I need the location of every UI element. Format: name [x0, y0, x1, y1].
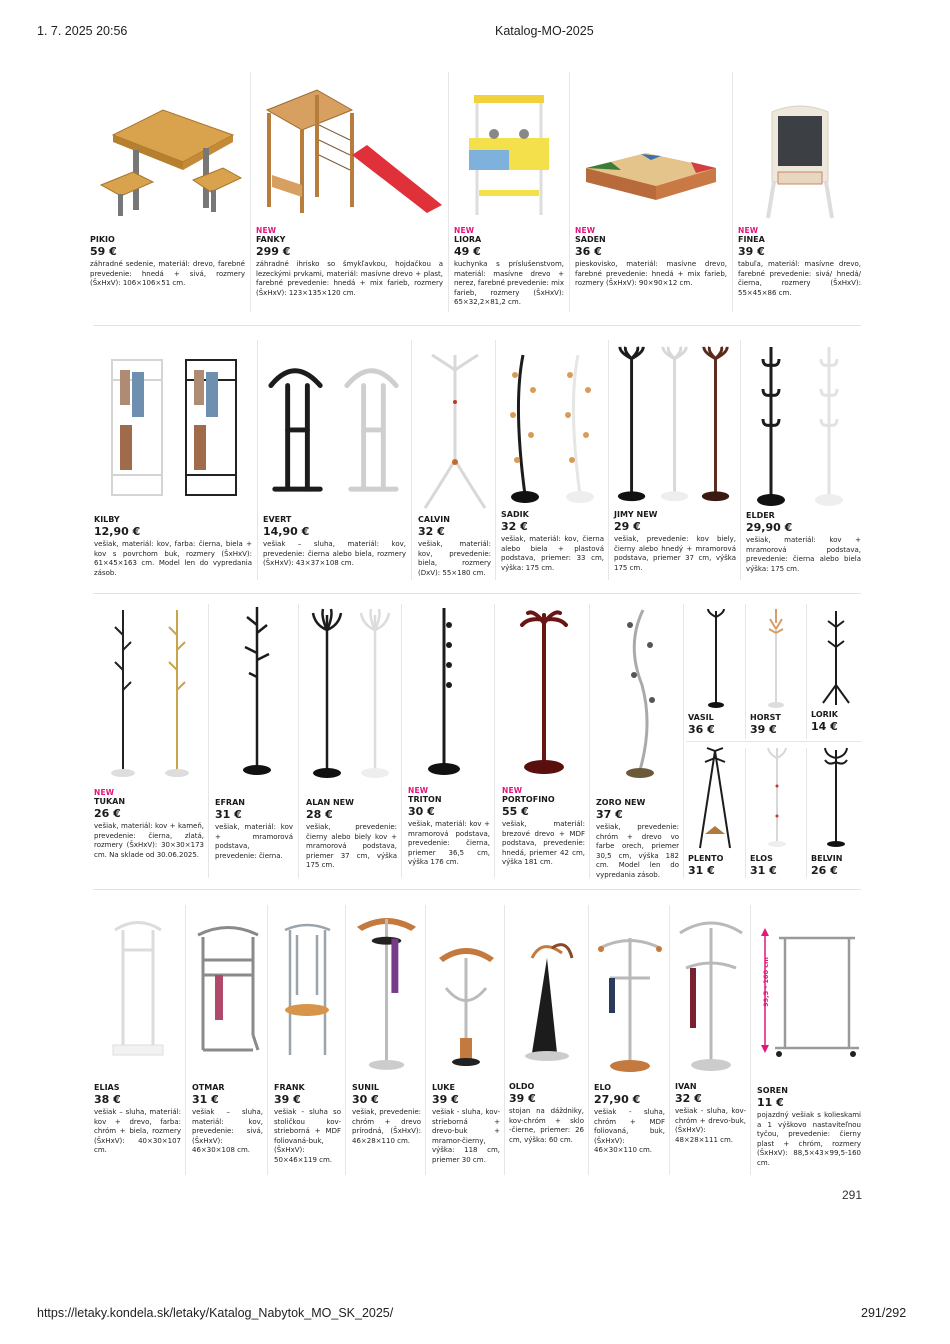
- product-description: vešiak, prevedenie: chróm + drevo prírodná, (ŠxHxV): 46×28×110 cm.: [352, 1108, 421, 1145]
- product-description: vešiak, materiál: kov + kameň, prevedenie: čierna, zlatá, rozmery (ŠxHxV): 30×30×173 cm. Na sklade od 30.06.2025.: [94, 822, 204, 859]
- column-divider: [267, 905, 268, 1175]
- product-image: [432, 908, 500, 1068]
- footer-url[interactable]: https://letaky.kondela.sk/letaky/Katalog_Nabytok_MO_SK_2025/: [37, 1306, 394, 1320]
- row-divider: [93, 593, 861, 594]
- product-price: 14,90 €: [263, 525, 310, 538]
- product-name: EFRAN: [215, 798, 245, 807]
- product-card[interactable]: [675, 908, 746, 1173]
- product-name: ELOS: [750, 854, 773, 863]
- product-price: 26 €: [94, 807, 121, 820]
- product-image: [408, 605, 490, 777]
- product-name: FANKY: [256, 235, 286, 244]
- product-card[interactable]: [306, 605, 397, 885]
- product-price: 39 €: [750, 723, 777, 736]
- product-description: záhradné ihrisko so šmykľavkou, hojdačkou a lezeckými prvkami, materiál: masívne drevo + plast, farebné prevedenie: hnedá + mix farieb, rozmery (ŠxHxV): 123×135×120 cm.: [256, 260, 443, 297]
- product-name: LUKE: [432, 1083, 455, 1092]
- product-price: 32 €: [418, 525, 445, 538]
- product-name: LORIK: [811, 710, 838, 719]
- column-divider: [298, 604, 299, 878]
- product-name: JIMY NEW: [614, 510, 658, 519]
- product-card[interactable]: [757, 908, 861, 1173]
- product-card[interactable]: [352, 908, 421, 1173]
- product-card[interactable]: [274, 908, 341, 1173]
- product-name: EVERT: [263, 515, 292, 524]
- product-price: 29 €: [614, 520, 641, 533]
- product-description: vešiak - sluha, kov-chróm + drevo-buk, (ŠxHxV): 48×28×111 cm.: [675, 1107, 746, 1144]
- product-image: [274, 908, 341, 1060]
- column-divider: [740, 340, 741, 580]
- product-description: vešiak – sluha, materiál: kov, prevedenie: sivá, (ŠxHxV): 46×30×108 cm.: [192, 1108, 263, 1155]
- product-price: 38 €: [94, 1093, 121, 1106]
- product-name: TUKAN: [94, 797, 126, 806]
- product-description: stojan na dáždniky, kov-chróm + sklo -čierne, priemer: 26 cm, výška: 60 cm.: [509, 1107, 584, 1144]
- new-badge: NEW: [502, 786, 523, 795]
- product-price: 14 €: [811, 720, 838, 733]
- product-name: PLENTO: [688, 854, 724, 863]
- product-name: KILBY: [94, 515, 120, 524]
- column-divider: [569, 72, 570, 312]
- product-image: [675, 908, 746, 1073]
- product-card[interactable]: [256, 80, 443, 310]
- column-divider: [504, 905, 505, 1175]
- product-image: [94, 605, 204, 780]
- product-description: kuchynka s príslušenstvom, materiál: masívne drevo + nerez, farebné prevedenie: mix farieb, rozmery (ŠxHxV): 65×32,2×81,2 cm.: [454, 260, 564, 307]
- product-price: 31 €: [688, 864, 715, 877]
- product-description: vešiak, prevedenie: čierny alebo biely kov + mramorová podstava, priemer 37 cm, výška 175 cm.: [306, 823, 397, 870]
- product-image: [757, 908, 861, 1068]
- product-name: SADIK: [501, 510, 529, 519]
- column-divider: [745, 604, 746, 739]
- product-image: [688, 607, 742, 710]
- product-price: 39 €: [432, 1093, 459, 1106]
- product-image: [502, 605, 585, 777]
- product-description: záhradné sedenie, materiál: drevo, farebné prevedenie: hnedá + sivá, rozmery (ŠxHxV): 106×106×51 cm.: [90, 260, 245, 288]
- product-image: [306, 605, 397, 780]
- new-badge: NEW: [575, 226, 596, 235]
- product-card[interactable]: [688, 746, 742, 878]
- column-divider: [683, 604, 684, 878]
- product-card[interactable]: [94, 345, 252, 575]
- product-price: 32 €: [501, 520, 528, 533]
- column-divider: [208, 604, 209, 878]
- column-divider: [732, 72, 733, 312]
- product-price: 36 €: [688, 723, 715, 736]
- footer-pages: 291/292: [861, 1306, 907, 1320]
- product-description: vešiak, prevedenie: chróm + drevo vo farbe orech, priemer 30,5 cm, výška 182 cm. Model len do vypredania zásob.: [596, 823, 679, 879]
- column-divider: [745, 748, 746, 878]
- product-name: FINEA: [738, 235, 765, 244]
- document-title: Katalog-MO-2025: [495, 24, 594, 38]
- product-card[interactable]: [501, 345, 604, 575]
- height-range-label: 99,5 - 160 cm: [761, 957, 770, 1007]
- product-price: 30 €: [352, 1093, 379, 1106]
- product-card[interactable]: [192, 908, 263, 1173]
- product-price: 31 €: [750, 864, 777, 877]
- product-name: PIKIO: [90, 235, 115, 244]
- column-divider: [401, 604, 402, 878]
- column-divider: [345, 905, 346, 1175]
- product-image: [418, 345, 491, 510]
- column-divider: [589, 604, 590, 878]
- product-card[interactable]: [575, 80, 727, 310]
- product-image: [738, 80, 861, 220]
- product-price: 26 €: [811, 864, 838, 877]
- product-price: 28 €: [306, 808, 333, 821]
- product-description: vešiak - sluha, chróm + MDF foliovaná, buk, (ŠxHxV): 46×30×110 cm.: [594, 1108, 665, 1155]
- product-description: vešiak – sluha, materiál: kov + drevo, farba: chróm + biela, rozmery (ŠxHxV): 40×30×107 cm.: [94, 1108, 181, 1155]
- column-divider: [608, 340, 609, 580]
- product-price: 37 €: [596, 808, 623, 821]
- product-name: PORTOFINO: [502, 795, 555, 804]
- product-description: vešiak, materiál: kov + mramorová podstava, prevedenie: čierna.: [215, 823, 293, 860]
- product-image: [596, 605, 679, 780]
- product-name: VASIL: [688, 713, 714, 722]
- product-name: LIORA: [454, 235, 482, 244]
- product-price: 39 €: [738, 245, 765, 258]
- product-card[interactable]: [746, 345, 861, 575]
- new-badge: NEW: [408, 786, 429, 795]
- product-description: vešiak, materiál: kov, prevedenie: biela, rozmery (DxV): 55×180 cm.: [418, 540, 491, 577]
- product-price: 32 €: [675, 1092, 702, 1105]
- product-description: vešiak – sluha, materiál: kov, prevedenie: čierna alebo biela, rozmery (ŠxHxV): 43×37×108 cm.: [263, 540, 406, 568]
- product-description: vešiak - sluha, kov-strieborná + drevo-buk + mramor-čierny, výška: 118 cm, priemer 30 cm.: [432, 1108, 500, 1164]
- product-description: vešiak, materiál: kov + mramorová podstava, prevedenie: čierna alebo biela výška: 175 cm.: [746, 536, 861, 573]
- product-image: [256, 80, 443, 215]
- product-card[interactable]: [750, 607, 804, 739]
- product-name: BELVIN: [811, 854, 843, 863]
- product-image: [811, 746, 861, 851]
- product-image: [509, 908, 584, 1068]
- product-image: [192, 908, 263, 1060]
- column-divider: [448, 72, 449, 312]
- column-divider: [411, 340, 412, 580]
- product-card[interactable]: [90, 80, 245, 310]
- product-name: HORST: [750, 713, 781, 722]
- new-badge: NEW: [94, 788, 115, 797]
- product-name: ZORO NEW: [596, 798, 646, 807]
- product-card[interactable]: [432, 908, 500, 1173]
- product-price: 59 €: [90, 245, 117, 258]
- product-price: 299 €: [256, 245, 291, 258]
- print-datetime: 1. 7. 2025 20:56: [37, 24, 128, 38]
- product-description: vešiak - sluha so stoličkou kov-strieborná + MDF foliovaná-buk, (ŠxHxV): 50×46×119 cm.: [274, 1108, 341, 1164]
- product-image: [90, 80, 245, 225]
- product-card[interactable]: [94, 605, 204, 885]
- product-card[interactable]: [738, 80, 861, 310]
- product-image: [94, 908, 181, 1060]
- product-card[interactable]: [215, 605, 293, 885]
- product-image: [688, 746, 742, 851]
- product-card[interactable]: [408, 605, 490, 885]
- column-divider: [495, 340, 496, 580]
- column-divider: [588, 905, 589, 1175]
- column-divider: [185, 905, 186, 1175]
- row-divider: [93, 325, 861, 326]
- product-price: 55 €: [502, 805, 529, 818]
- product-name: SUNIL: [352, 1083, 380, 1092]
- product-name: OTMAR: [192, 1083, 225, 1092]
- product-card[interactable]: [94, 908, 181, 1173]
- product-name: SADEN: [575, 235, 606, 244]
- column-divider: [494, 604, 495, 878]
- row-divider: [686, 741, 861, 742]
- product-card[interactable]: [418, 345, 491, 585]
- product-description: vešiak, materiál: kov, čierna alebo biela + plastová podstava, priemer: 33 cm, výška: 175 cm.: [501, 535, 604, 572]
- column-divider: [257, 340, 258, 580]
- product-image: [614, 345, 736, 505]
- product-image: [501, 345, 604, 505]
- product-name: CALVIN: [418, 515, 450, 524]
- product-card[interactable]: [263, 345, 406, 575]
- product-image: [750, 607, 804, 710]
- product-card[interactable]: [811, 746, 861, 878]
- new-badge: NEW: [256, 226, 277, 235]
- product-card[interactable]: [811, 607, 861, 739]
- product-card[interactable]: [750, 746, 804, 878]
- product-description: vešiak, materiál: kov, farba: čierna, biela + kov s povrchom buk, rozmery (ŠxHxV): 61×45×163 cm. Model len do vypredania zásob.: [94, 540, 252, 577]
- product-price: 36 €: [575, 245, 602, 258]
- product-image: [750, 746, 804, 851]
- row-divider: [93, 889, 861, 890]
- product-image: [215, 605, 293, 780]
- column-divider: [669, 905, 670, 1175]
- product-description: pojazdný vešiak s kolieskami a 1 výškovo nastaviteľnou tyčou, prevedenie: čierny plast + chróm, rozmery (ŠxHxV): 88,5×43×99,5-160 cm.: [757, 1111, 861, 1167]
- product-name: SOREN: [757, 1086, 788, 1095]
- product-name: TRITON: [408, 795, 442, 804]
- product-card[interactable]: [594, 908, 665, 1173]
- product-description: vešiak, prevedenie: kov biely, čierny alebo hnedý + mramorová podstava, priemer 37 cm, výška 175 cm.: [614, 535, 736, 572]
- product-image: [746, 345, 861, 510]
- product-name: ALAN NEW: [306, 798, 354, 807]
- product-card[interactable]: [688, 607, 742, 739]
- product-price: 39 €: [509, 1092, 536, 1105]
- product-image: [811, 607, 861, 707]
- column-divider: [806, 748, 807, 878]
- product-card[interactable]: [454, 80, 564, 315]
- column-divider: [806, 604, 807, 739]
- page-number: 291: [841, 1188, 862, 1202]
- product-price: 12,90 €: [94, 525, 141, 538]
- product-price: 49 €: [454, 245, 481, 258]
- product-image: [352, 908, 421, 1073]
- product-card[interactable]: [509, 908, 584, 1173]
- product-price: 31 €: [192, 1093, 219, 1106]
- new-badge: NEW: [454, 226, 475, 235]
- product-description: pieskovisko, materiál: masívne drevo, farebné prevedenie: hnedá + mix farieb, rozmery (ŠxHxV): 90×90×12 cm.: [575, 260, 727, 288]
- product-name: ELDER: [746, 511, 775, 520]
- product-image: [594, 908, 665, 1073]
- product-price: 30 €: [408, 805, 435, 818]
- product-price: 29,90 €: [746, 521, 793, 534]
- product-name: IVAN: [675, 1082, 697, 1091]
- product-name: FRANK: [274, 1083, 305, 1092]
- product-price: 11 €: [757, 1096, 784, 1109]
- product-description: vešiak, materiál: brezové drevo + MDF podstava, prevedenie: hnedá, priemer 42 cm, výška 181 cm.: [502, 820, 585, 867]
- product-description: vešiak, materiál: kov + mramorová podstava, prevedenie: čierna, priemer 36,5 cm, výška 176 cm.: [408, 820, 490, 867]
- product-description: tabuľa, materiál: masívne drevo, farebné prevedenie: sivá/ hnedá/čierna, rozmery (ŠxHxV): 55×45×86 cm.: [738, 260, 861, 297]
- new-badge: NEW: [738, 226, 759, 235]
- column-divider: [425, 905, 426, 1175]
- column-divider: [250, 72, 251, 312]
- product-price: 31 €: [215, 808, 242, 821]
- product-image: [263, 345, 406, 500]
- product-image: [94, 345, 252, 500]
- product-card[interactable]: [502, 605, 585, 885]
- product-card[interactable]: [614, 345, 736, 575]
- product-image: [454, 80, 564, 220]
- product-card[interactable]: [596, 605, 679, 885]
- product-price: 27,90 €: [594, 1093, 641, 1106]
- product-name: ELO: [594, 1083, 612, 1092]
- product-price: 39 €: [274, 1093, 301, 1106]
- product-name: OLDO: [509, 1082, 535, 1091]
- column-divider: [750, 905, 751, 1175]
- product-image: [575, 80, 727, 208]
- product-name: ELIAS: [94, 1083, 120, 1092]
